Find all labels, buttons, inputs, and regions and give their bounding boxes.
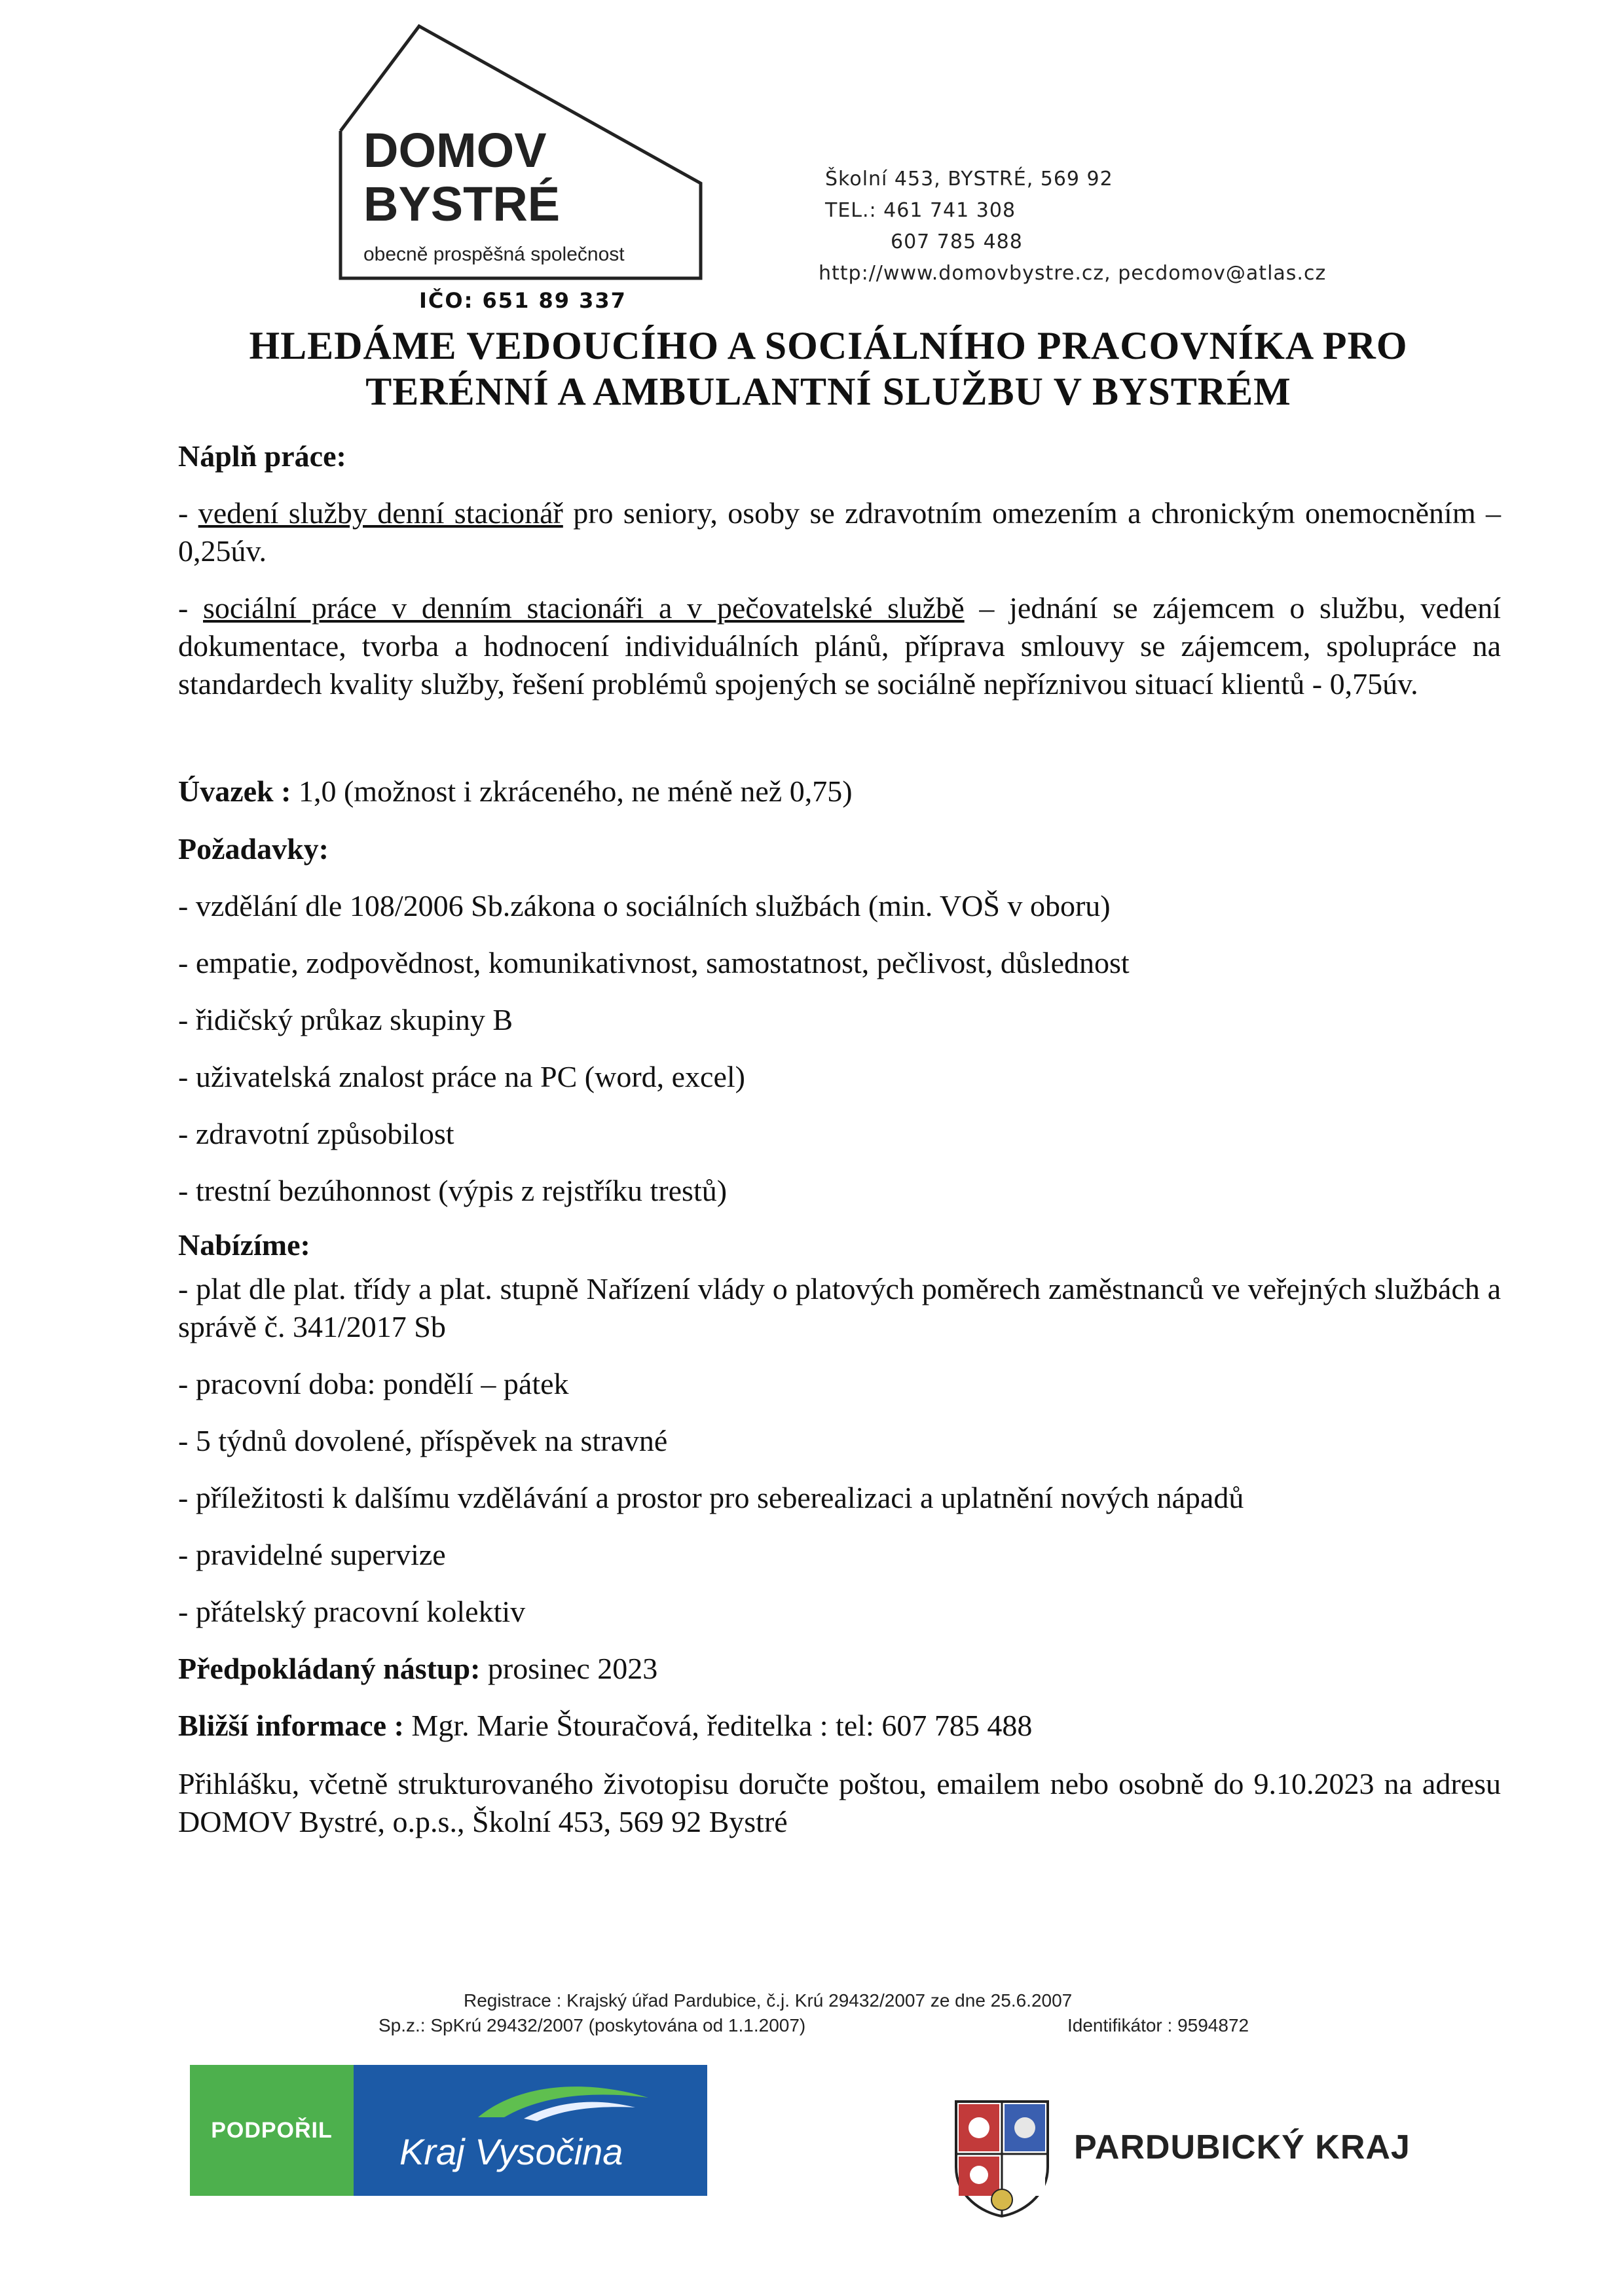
logo-line-2: BYSTRÉ <box>363 177 561 231</box>
nastup-line <box>178 1650 1501 1688</box>
nabizime-first-item: - plat dle plat. třídy a plat. stupně Nařízení vlády o platových poměrech zaměstnanců ve veřejných službách a správě č. 341/2017 Sb <box>178 1272 1501 1343</box>
page-title-line-1: HLEDÁME VEDOUCÍHO A SOCIÁLNÍHO PRACOVNÍKA PRO <box>249 324 1408 367</box>
naplne-heading: Náplň práce: <box>178 439 346 473</box>
kraj-vysocina-name: Kraj Vysočina <box>399 2131 623 2172</box>
nabizime-item: - příležitosti k dalšímu vzdělávání a prostor pro seberealizaci a uplatnění nových nápadů <box>178 1481 1244 1514</box>
nastup-label: Předpokládaný nástup: <box>178 1652 481 1685</box>
kraj-vysocina-logo <box>190 2065 707 2196</box>
kraj-vysocina-panel <box>354 2065 707 2196</box>
footer-registrace: Registrace : Krajský úřad Pardubice, č.j. Krú 29432/2007 ze dne 25.6.2007 <box>464 1990 1073 2011</box>
uvazek-label: Úvazek : <box>178 774 291 808</box>
prihlaska-paragraph: Přihlášku, včetně strukturovaného životopisu doručte poštou, emailem nebo osobně do 9.10.2023 na adresu DOMOV Bystré, o.p.s., Školní 453, 569 92 Bystré <box>178 1767 1501 1838</box>
informace-value: Mgr. Marie Štouračová, ředitelka : tel: 607 785 488 <box>403 1709 1033 1742</box>
logo-tagline: obecně prospěšná společnost <box>363 244 625 265</box>
swoosh-icon <box>465 2078 661 2130</box>
naplne-item-1-underlined: vedení služby denní stacionář <box>198 496 563 530</box>
nabizime-item: - 5 týdnů dovolené, příspěvek na stravné <box>178 1424 668 1457</box>
pardubicky-kraj-label: PARDUBICKÝ KRAJ <box>1074 2128 1411 2166</box>
uvazek-value: 1,0 (možnost i zkráceného, ne méně než 0,75) <box>291 774 853 808</box>
pozadavky-item: - empatie, zodpovědnost, komunikativnost, samostatnost, pečlivost, důslednost <box>178 946 1130 979</box>
footer-identifikator: Identifikátor : 9594872 <box>1067 2015 1249 2035</box>
nabizime-heading: Nabízíme: <box>178 1228 310 1262</box>
naplne-item-1-prefix: - <box>178 496 198 530</box>
pozadavky-item: - vzdělání dle 108/2006 Sb.zákona o sociálních službách (min. VOŠ v oboru) <box>178 889 1111 922</box>
contact-address: Školní 453, BYSTRÉ, 569 92 <box>825 168 1113 191</box>
contact-tel1: TEL.: 461 741 308 <box>825 199 1016 222</box>
footer-spz: Sp.z.: SpKrú 29432/2007 (poskytována od 1.1.2007) <box>378 2015 806 2035</box>
naplne-item-2-prefix: - <box>178 591 204 625</box>
pozadavky-heading: Požadavky: <box>178 832 329 866</box>
nabizime-item: - pravidelné supervize <box>178 1538 446 1571</box>
contact-block <box>819 164 1327 289</box>
contact-web: http://www.domovbystre.cz, pecdomov@atlas.cz <box>819 262 1327 285</box>
naplne-item-2-underlined: sociální práce v denním stacionáři a v pečovatelské službě <box>203 591 965 625</box>
informace-label: Bližší informace : <box>178 1709 404 1742</box>
logo-line-1: DOMOV <box>363 123 547 177</box>
nastup-value: prosinec 2023 <box>480 1652 658 1685</box>
naplne-item-2-rest: – jednání se zájemcem o službu, vedení dokumentace, tvorba a hodnocení individuálních plánů, příprava smlouvy se zájemcem, spolupráce na standardech kvality služby, řešení problémů spojených se sociálně nepříznivou situací klientů - 0,75úv. <box>178 591 1501 701</box>
naplne-item-2 <box>178 589 1501 703</box>
pardubicky-kraj-crest-icon <box>950 2095 1054 2219</box>
naplne-item-1-rest: pro seniory, osoby se zdravotním omezením a chronickým onemocněním – 0,25úv. <box>178 496 1501 568</box>
pozadavky-item: - řidičský průkaz skupiny B <box>178 1003 513 1036</box>
informace-line <box>178 1707 1501 1745</box>
naplne-item-1 <box>178 494 1501 570</box>
page-title-line-2: TERÉNNÍ A AMBULANTNÍ SLUŽBU V BYSTRÉM <box>365 370 1291 413</box>
contact-tel2: 607 785 488 <box>891 230 1023 253</box>
ico-number: IČO: 651 89 337 <box>419 288 627 313</box>
pozadavky-item: - zdravotní způsobilost <box>178 1117 454 1150</box>
nabizime-item: - pracovní doba: pondělí – pátek <box>178 1367 569 1400</box>
nabizime-item: - přátelský pracovní kolektiv <box>178 1595 526 1628</box>
pozadavky-item: - uživatelská znalost práce na PC (word, excel) <box>178 1060 745 1093</box>
pozadavky-item: - trestní bezúhonnost (výpis z rejstříku trestů) <box>178 1174 728 1207</box>
podporil-label: PODPOŘIL <box>190 2065 354 2196</box>
uvazek-line <box>178 773 1501 811</box>
